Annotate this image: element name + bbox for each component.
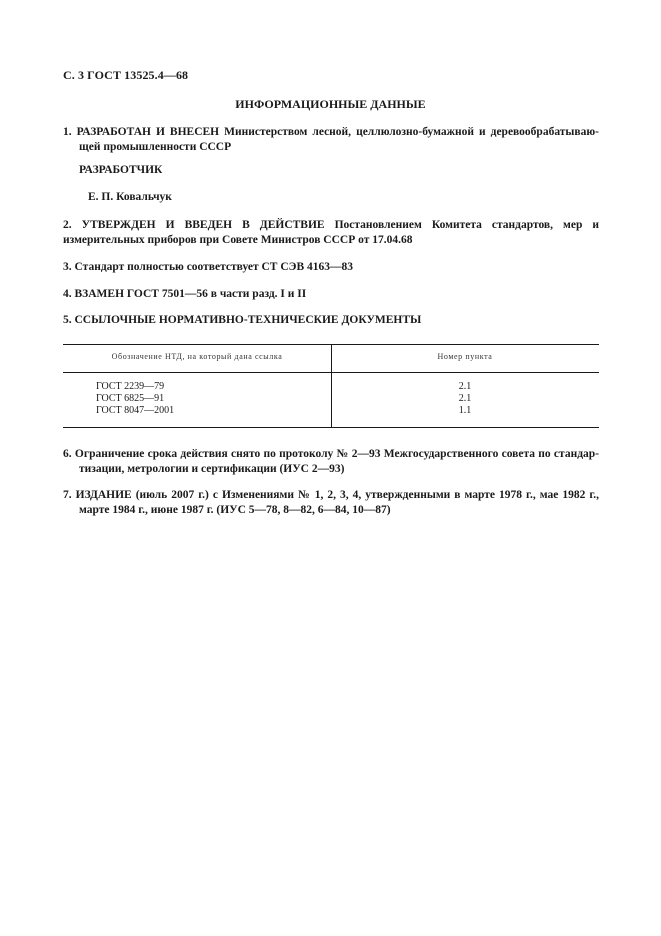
column-header-document: Обозначение НТД, на который дана ссылка <box>111 352 283 361</box>
item-developed-by <box>63 125 599 155</box>
item-2-line-1: 2. УТВЕРЖДЕН И ВВЕДЕН В ДЕЙСТВИЕ Постановлением Комитета стандартов, мер и <box>63 219 599 231</box>
references-table <box>63 344 599 428</box>
item-1-line-1: 1. РАЗРАБОТАН И ВНЕСЕН Министерством лесной, целлюлозно-бумажной и деревообрабатываю- <box>63 126 599 138</box>
item-1-line-2: щей промышленности СССР <box>79 141 232 153</box>
developer-name: Е. П. Ковальчук <box>88 191 172 203</box>
item-compliance: 3. Стандарт полностью соответствует СТ СЭВ 4163—83 <box>63 261 354 273</box>
item-2-line-2: измерительных приборов при Совете Министров СССР от 17.04.68 <box>63 234 413 246</box>
section-title: ИНФОРМАЦИОННЫЕ ДАННЫЕ <box>235 97 426 111</box>
item-approved <box>63 218 599 248</box>
table-row-3-doc: ГОСТ 8047—2001 <box>96 405 175 416</box>
item-replaces: 4. ВЗАМЕН ГОСТ 7501—56 в части разд. I и II <box>63 288 307 300</box>
table-row-3-num: 1.1 <box>458 405 472 416</box>
item-references-heading: 5. ССЫЛОЧНЫЕ НОРМАТИВНО-ТЕХНИЧЕСКИЕ ДОКУМЕНТЫ <box>63 314 422 326</box>
item-7-line-1: 7. ИЗДАНИЕ (июль 2007 г.) с Изменениями № 1, 2, 3, 4, утвержденными в марте 1978 г., мае 1982 г., <box>63 489 599 501</box>
table-row-2-num: 2.1 <box>458 393 472 404</box>
table-row-1-doc: ГОСТ 2239—79 <box>96 381 165 392</box>
table-row-2-doc: ГОСТ 6825—91 <box>96 393 165 404</box>
item-edition <box>63 488 599 518</box>
item-validity <box>63 447 599 477</box>
page-header: С. 3 ГОСТ 13525.4—68 <box>63 68 189 82</box>
developer-label: РАЗРАБОТЧИК <box>79 164 163 176</box>
column-header-item-number: Номер пункта <box>437 352 493 361</box>
table-row-1-num: 2.1 <box>458 381 472 392</box>
item-6-line-1: 6. Ограничение срока действия снято по протоколу № 2—93 Межгосударственного совета по стандар- <box>63 448 599 460</box>
item-6-line-2: тизации, метрологии и сертификации (ИУС 2—93) <box>79 463 345 475</box>
item-7-line-2: марте 1984 г., июне 1987 г. (ИУС 5—78, 8—82, 6—84, 10—87) <box>79 504 391 516</box>
